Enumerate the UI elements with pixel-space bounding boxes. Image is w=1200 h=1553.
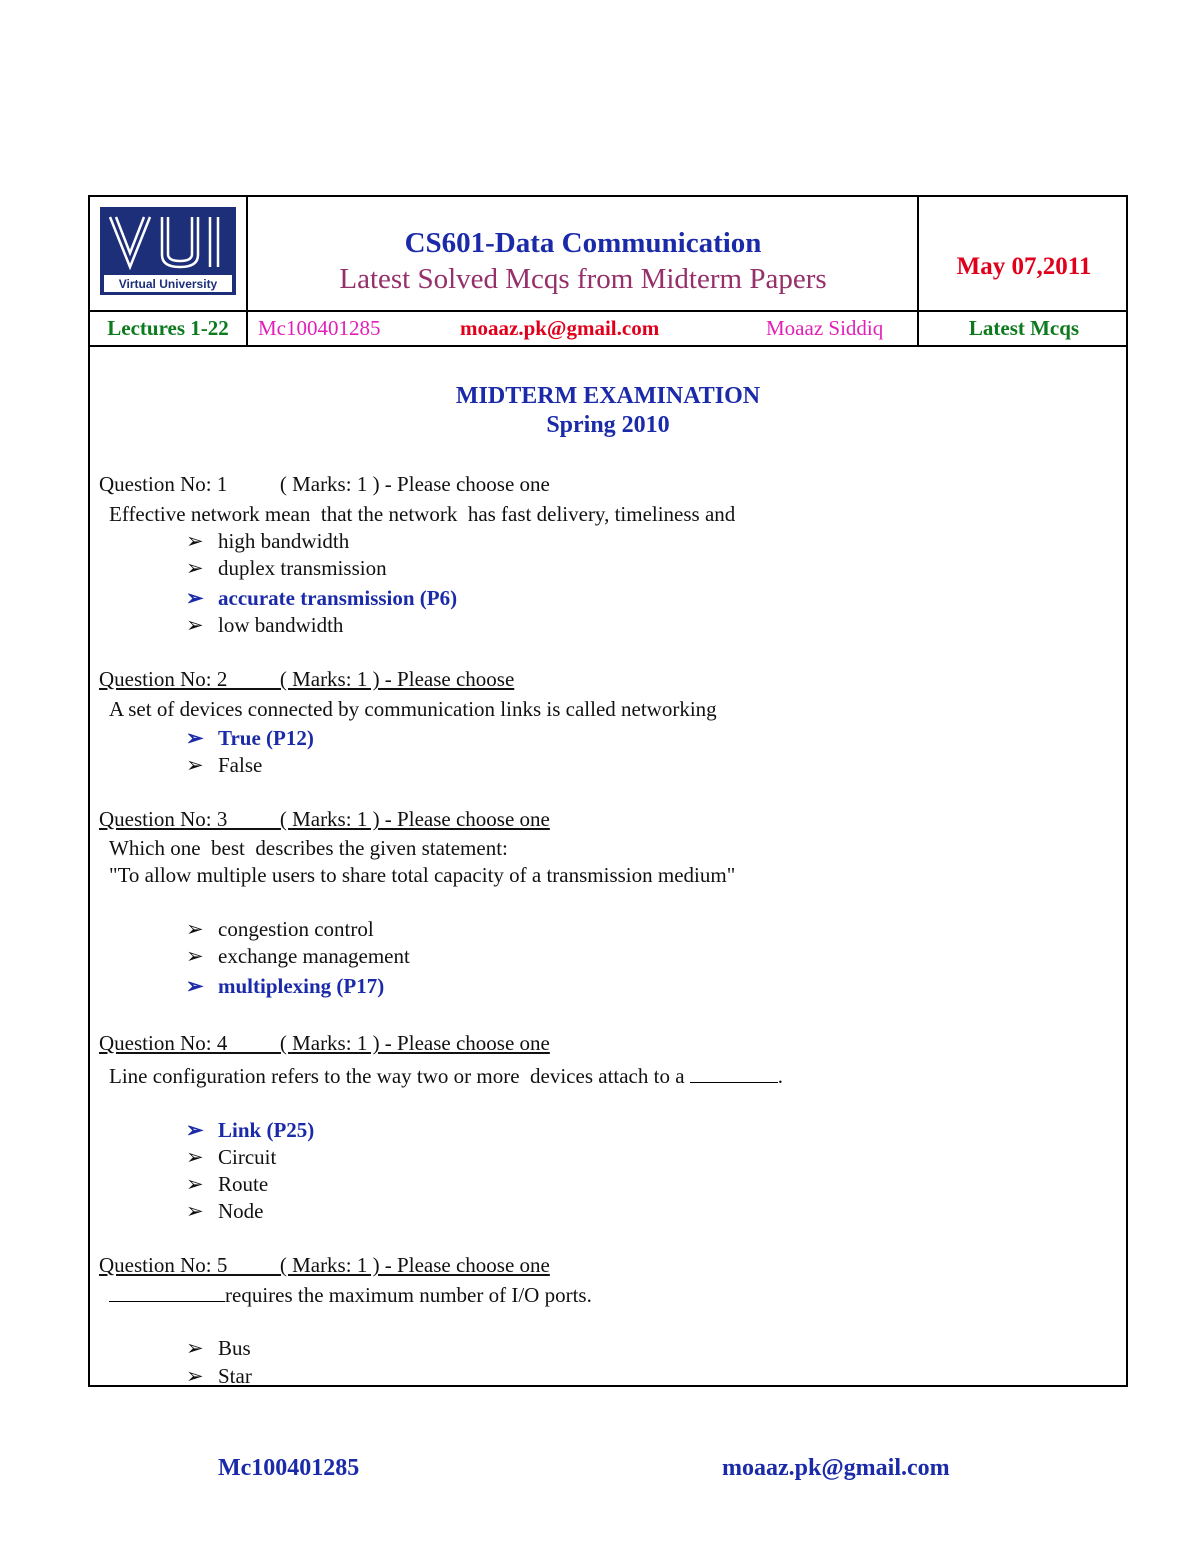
option-label: Bus (218, 1336, 251, 1360)
question-3-option-3-correct (186, 973, 384, 999)
arrow-bullet-icon: ➢ (186, 556, 204, 580)
fill-in-blank (690, 1064, 778, 1083)
fill-in-blank (109, 1283, 225, 1302)
question-2-option-1-correct (186, 725, 314, 751)
arrow-bullet-icon: ➢ (186, 726, 204, 750)
question-1-option-2 (186, 555, 387, 581)
latest-mcqs-label: Latest Mcqs (968, 316, 1080, 340)
question-2-heading: Question No: 2 ( Marks: 1 ) - Please choose (99, 667, 515, 691)
option-label: duplex transmission (218, 556, 387, 580)
question-5-option-2 (186, 1363, 252, 1389)
arrow-bullet-icon: ➢ (186, 1172, 204, 1196)
email-link[interactable]: moaaz.pk@gmail.com (460, 316, 660, 340)
arrow-bullet-icon: ➢ (186, 586, 204, 610)
question-5-option-1 (186, 1335, 251, 1361)
vu-logo-graphic (100, 207, 236, 295)
question-2-text: A set of devices connected by communication links is called networking (109, 697, 717, 721)
question-5-text-body: requires the maximum number of I/O ports. (225, 1283, 592, 1307)
question-3-option-1 (186, 916, 374, 942)
exam-title: MIDTERM EXAMINATION (455, 383, 761, 409)
option-label: multiplexing (P17) (218, 974, 385, 998)
option-label: accurate transmission (P6) (218, 586, 458, 610)
exam-heading (90, 382, 1126, 440)
page-subtitle: Latest Solved Mcqs from Midterm Papers (339, 263, 827, 295)
footer-student-id: Mc100401285 (218, 1455, 360, 1481)
question-4-option-2 (186, 1144, 276, 1170)
question-1-text: Effective network mean that the network has fast delivery, timeliness and (109, 502, 736, 526)
question-4-option-1-correct (186, 1117, 314, 1143)
arrow-bullet-icon: ➢ (186, 529, 204, 553)
option-label: low bandwidth (218, 613, 344, 637)
question-1-option-3-correct (186, 585, 457, 611)
question-5-text (109, 1282, 592, 1308)
question-2-option-2 (186, 752, 262, 778)
vu-logo (100, 207, 236, 295)
date-label: May 07,2011 (956, 253, 1092, 280)
arrow-bullet-icon: ➢ (186, 944, 204, 968)
arrow-bullet-icon: ➢ (186, 917, 204, 941)
question-5-heading: Question No: 5 ( Marks: 1 ) - Please choose one (99, 1253, 550, 1277)
question-4-heading: Question No: 4 ( Marks: 1 ) - Please choose one (99, 1031, 550, 1055)
logo-caption: Virtual University (118, 277, 218, 291)
title-block (248, 225, 918, 297)
arrow-bullet-icon: ➢ (186, 1199, 204, 1223)
question-3-text-line-1: Which one best describes the given statement: (109, 836, 508, 860)
document-frame (88, 195, 1128, 1387)
option-label: Circuit (218, 1145, 277, 1169)
option-label: Node (218, 1199, 264, 1223)
question-3-option-2 (186, 943, 410, 969)
option-label: Star (218, 1364, 252, 1388)
arrow-bullet-icon: ➢ (186, 1364, 204, 1388)
option-label: Link (P25) (218, 1118, 315, 1142)
option-label: congestion control (218, 917, 374, 941)
option-label: True (P12) (218, 726, 314, 750)
question-1-heading: Question No: 1 ( Marks: 1 ) - Please choose one (99, 472, 550, 496)
student-id: Mc100401285 (258, 316, 381, 340)
question-1-option-1 (186, 528, 349, 554)
arrow-bullet-icon: ➢ (186, 613, 204, 637)
arrow-bullet-icon: ➢ (186, 1336, 204, 1360)
question-4-text: Line configuration refers to the way two or more devices attach to a . (109, 1064, 784, 1088)
footer-email-link[interactable]: moaaz.pk@gmail.com (722, 1455, 950, 1481)
question-4-option-4 (186, 1198, 264, 1224)
question-4-option-3 (186, 1171, 268, 1197)
question-3-text-line-2: "To allow multiple users to share total capacity of a transmission medium" (109, 863, 736, 887)
option-label: exchange management (218, 944, 410, 968)
arrow-bullet-icon: ➢ (186, 1145, 204, 1169)
lectures-label: Lectures 1-22 (107, 316, 229, 340)
exam-session: Spring 2010 (546, 412, 670, 438)
arrow-bullet-icon: ➢ (186, 1118, 204, 1142)
option-label: high bandwidth (218, 529, 350, 553)
question-3-heading: Question No: 3 ( Marks: 1 ) - Please choose one (99, 807, 550, 831)
option-label: Route (218, 1172, 269, 1196)
question-1-option-4 (186, 612, 343, 638)
arrow-bullet-icon: ➢ (186, 753, 204, 777)
arrow-bullet-icon: ➢ (186, 974, 204, 998)
question-4-text-body: Line configuration refers to the way two or more devices attach to a (109, 1064, 685, 1088)
course-title: CS601-Data Communication (404, 227, 762, 259)
author-name: Moaaz Siddiq (766, 316, 884, 340)
option-label: False (218, 753, 263, 777)
